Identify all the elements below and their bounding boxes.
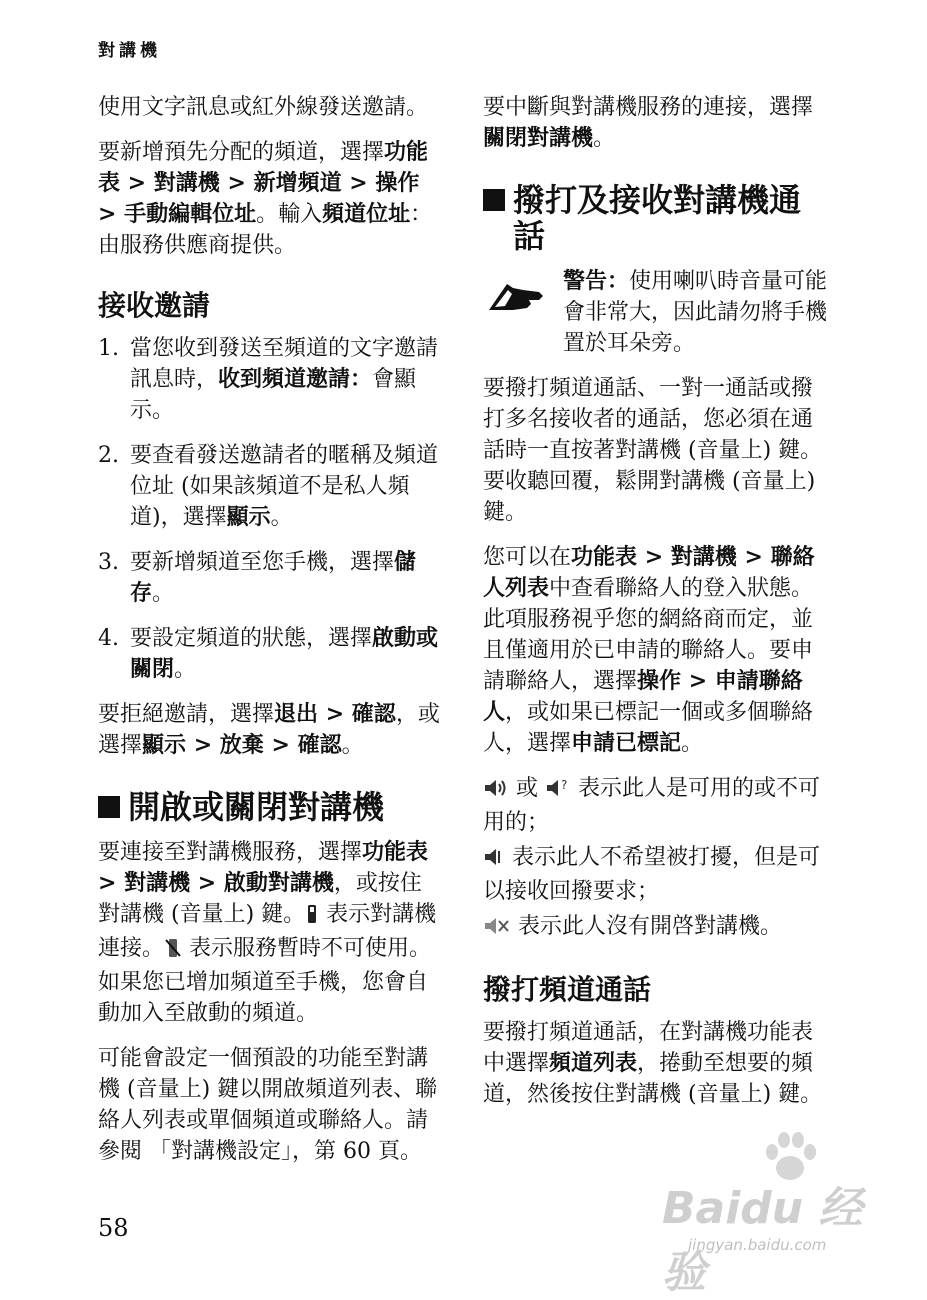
- warning-text: 警告：使用喇叭時音量可能會非常大，因此請勿將手機置於耳朵旁。: [563, 268, 828, 356]
- watermark: [640, 1130, 890, 1298]
- heading-make-receive-calls: 撥打及接收對講機通話: [483, 182, 828, 254]
- heading-receive-invite: 接收邀請: [98, 289, 211, 322]
- ptt-connected-icon: [305, 902, 319, 933]
- paragraph-connect: 要連接至對講機服務，選擇功能表 > 對講機 > 啟動對講機，或按住對講機 (音量上) 鍵。 表示對講機連接。 表示服務暫時不可使用。如果您已增加頻道至手機，您會自動加入至啟動的頻道。: [98, 839, 437, 1026]
- list-item: 2. 要查看發送邀請者的暱稱及頻道位址 (如果該頻道不是私人頻道)，選擇顯示。: [98, 443, 439, 530]
- warning-hand-icon: [483, 266, 563, 359]
- paragraph-default-function: 可能會設定一個預設的功能至對講機 (音量上) 鍵以開啟頻道列表、聯絡人列表或單個頻道或聯絡人。請參閱 「對講機設定」，第 60 頁。: [98, 1046, 438, 1164]
- speaker-dnd-icon: [483, 845, 505, 876]
- receive-invite-steps: [98, 333, 443, 685]
- heading-channel-call: 撥打頻道通話: [483, 973, 652, 1006]
- status-offline: 表示此人沒有開啓對講機。: [483, 911, 828, 945]
- ptt-unavailable-icon: [164, 936, 182, 967]
- speaker-available-icon: [483, 776, 509, 807]
- paragraph-invite-methods: 使用文字訊息或紅外線發送邀請。: [98, 95, 429, 120]
- page-number: 58: [98, 1214, 129, 1242]
- svg-text:?: ?: [561, 778, 568, 792]
- watermark-logo-text: Baidu 经验: [662, 1183, 863, 1298]
- section-square-icon: [483, 189, 505, 211]
- list-item: 3. 要新增頻道至您手機，選擇儲存。: [98, 549, 417, 606]
- speaker-unknown-icon: [545, 776, 571, 807]
- paragraph-contact-list: 您可以在功能表 > 對講機 > 聯絡人列表中查看聯絡人的登入狀態。此項服務視乎您的網絡商而定，並且僅適用於已申請的聯絡人。要申請聯絡人，選擇操作 > 申請聯絡人，或如果已標記一個或多個聯絡人，選擇申請已標記。: [483, 544, 815, 756]
- paragraph-channel-call: 要撥打頻道通話，在對講機功能表中選擇頻道列表，捲動至想要的頻道，然後按住對講機 (音量上) 鍵。: [483, 1020, 823, 1107]
- paragraph-add-channel: 要新增預先分配的頻道，選擇功能表 > 對講機 > 新增頻道 > 操作 > 手動編輯位址。輸入頻道位址：由服務供應商提供。: [98, 139, 433, 258]
- watermark-url: jingyan.baidu.com: [688, 1236, 827, 1254]
- list-item: 4. 要設定頻道的狀態，選擇啟動或關閉。: [98, 625, 439, 682]
- running-title: 對講機: [98, 41, 161, 61]
- left-column: [98, 92, 443, 1181]
- warning-box: [483, 266, 828, 359]
- paragraph-reject-invite: 要拒絕邀請，選擇退出 > 確認，或選擇顯示 > 放棄 > 確認。: [98, 701, 440, 758]
- status-available: 或 ? 表示此人是可用的或不可用的；: [483, 776, 820, 835]
- heading-turn-on-off: 開啟或關閉對講機: [98, 789, 443, 825]
- paragraph-make-call: 要撥打頻道通話、一對一通話或撥打多名接收者的通話，您必須在通話時一直按著對講機 (音量上) 鍵。要收聽回覆，鬆開對講機 (音量上) 鍵。: [483, 376, 823, 525]
- section-square-icon: [98, 796, 120, 818]
- right-column: [483, 92, 828, 1124]
- speaker-off-icon: [483, 914, 511, 945]
- status-do-not-disturb: 表示此人不希望被打擾，但是可以接收回撥要求；: [483, 845, 820, 904]
- list-item: 1. 當您收到發送至頻道的文字邀請訊息時，收到頻道邀請：會顯示。: [98, 336, 439, 423]
- paragraph-disconnect: 要中斷與對講機服務的連接，選擇關閉對講機。: [483, 95, 814, 151]
